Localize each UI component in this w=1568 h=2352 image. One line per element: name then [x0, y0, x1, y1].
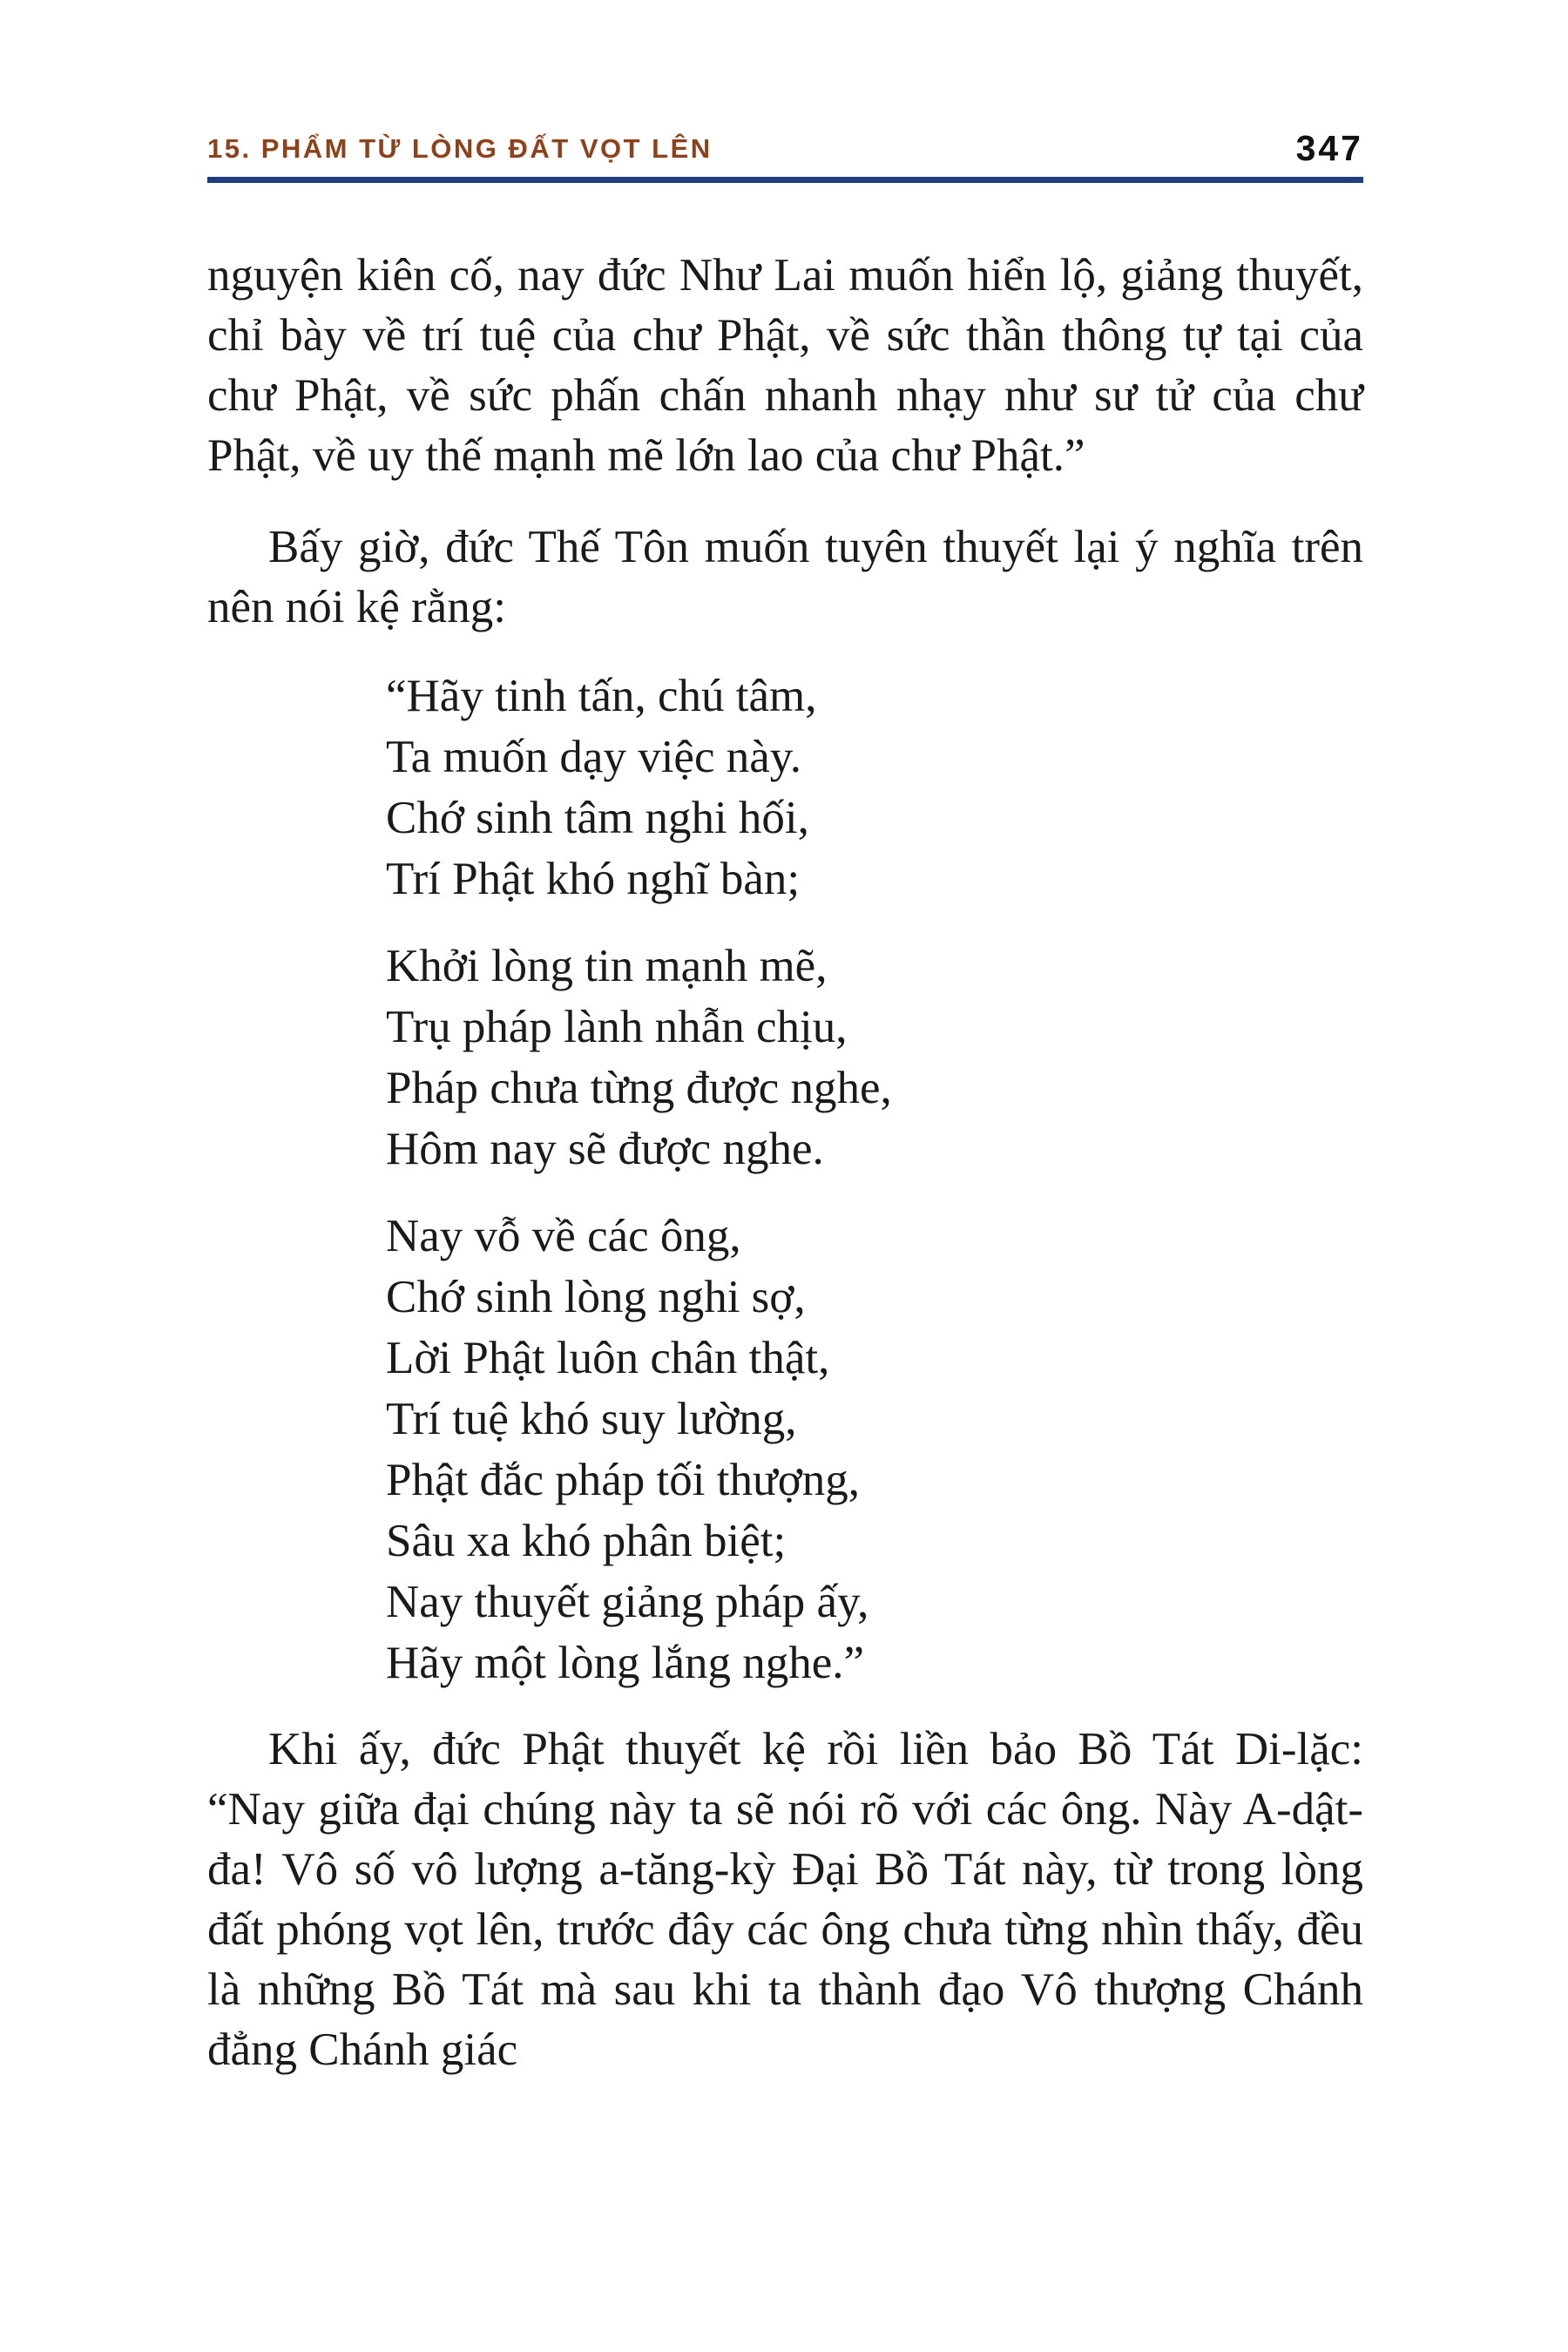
page-number: 347 [1295, 128, 1363, 168]
verse-line: Trí tuệ khó suy lường, [386, 1394, 797, 1444]
verse-line: Trí Phật khó nghĩ bàn; [386, 854, 801, 904]
verse-line: “Hãy tinh tấn, chú tâm, [386, 671, 817, 721]
chapter-title: 15. PHẨM TỪ LÒNG ĐẤT VỌT LÊN [207, 133, 713, 164]
verse-line: Sâu xa khó phân biệt; [386, 1516, 787, 1566]
verse-line: Pháp chưa từng được nghe, [386, 1063, 892, 1113]
verse-stanza [386, 936, 1363, 1179]
verse-line: Ta muốn dạy việc này. [386, 732, 802, 782]
verse-line: Chớ sinh tâm nghi hối, [386, 793, 809, 843]
verse-stanza [386, 1206, 1363, 1693]
body-paragraph: nguyện kiên cố, nay đức Như Lai muốn hiển lộ, giảng thuyết, chỉ bày về trí tuệ của chư Phật, về sức thần thông tự tại của chư Phật, về sức phấn chấn nhanh nhạy như sư tử của chư Phật, về uy thế mạnh mẽ lớn lao của chư Phật.” [207, 250, 1363, 481]
verse-line: Nay thuyết giảng pháp ấy, [386, 1577, 869, 1627]
header-rule [207, 177, 1363, 183]
closing-paragraph: Khi ấy, đức Phật thuyết kệ rồi liền bảo Bồ Tát Di-lặc: “Nay giữa đại chúng này ta sẽ nói rõ với các ông. Này A-dật-đa! Vô số vô lượng a-tăng-kỳ Đại Bồ Tát này, từ trong lòng đất phóng vọt lên, trước đây các ông chưa từng nhìn thấy, đều là những Bồ Tát mà sau khi ta thành đạo Vô thượng Chánh đẳng Chánh giác [207, 1724, 1363, 2075]
verse-stanza [386, 666, 1363, 909]
verse-line: Phật đắc pháp tối thượng, [386, 1455, 860, 1505]
book-page [207, 128, 1363, 2080]
verse-line: Hôm nay sẽ được nghe. [386, 1124, 824, 1174]
chapter-header [207, 128, 1363, 183]
verse-line: Khởi lòng tin mạnh mẽ, [386, 941, 828, 991]
verse-line: Chớ sinh lòng nghi sợ, [386, 1272, 806, 1322]
verse-line: Hãy một lòng lắng nghe.” [386, 1638, 865, 1688]
header-row [207, 128, 1363, 168]
verse-line: Lời Phật luôn chân thật, [386, 1333, 830, 1383]
verse-line: Trụ pháp lành nhẫn chịu, [386, 1002, 848, 1052]
body-paragraph: Bấy giờ, đức Thế Tôn muốn tuyên thuyết lại ý nghĩa trên nên nói kệ rằng: [207, 522, 1363, 632]
verse-line: Nay vỗ về các ông, [386, 1211, 741, 1261]
verse-block [386, 666, 1363, 1693]
page-body [207, 246, 1363, 2080]
